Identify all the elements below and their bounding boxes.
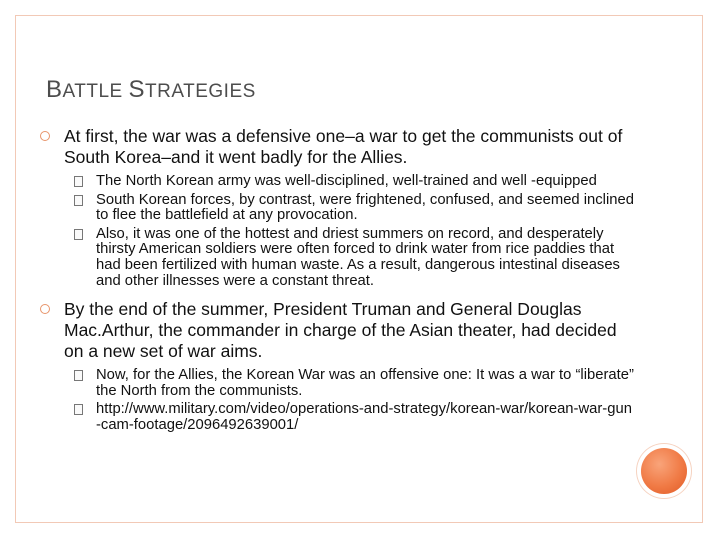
- decorative-orb: [641, 448, 687, 494]
- bullet-2: [36, 299, 636, 362]
- sub-bullet-2-1-text: Now, for the Allies, the Korean War was an offensive one: It was a war to “liberate” the North from the communists.: [96, 367, 634, 399]
- sub-bullet-1-2: [36, 193, 636, 224]
- square-bullet-icon: [74, 176, 83, 187]
- bullet-1-subitems: [36, 174, 636, 289]
- square-bullet-icon: [74, 404, 83, 415]
- sub-bullet-2-1: [36, 368, 636, 399]
- sub-bullet-1-1-text: The North Korean army was well-disciplined, well-trained and well -equipped: [96, 173, 597, 189]
- title-cap-2: S: [128, 76, 146, 103]
- sub-bullet-1-3: [36, 227, 636, 289]
- title-rest-1: ATTLE: [62, 81, 129, 102]
- circle-bullet-icon: [40, 131, 50, 141]
- bullet-2-subitems: [36, 368, 636, 433]
- slide-title: [46, 76, 256, 104]
- bullet-2-text: By the end of the summer, President Truman and General Douglas Mac.Arthur, the commander in charge of the Asian theater, had decided on a new set of war aims.: [64, 299, 617, 362]
- sub-bullet-1-2-text: South Korean forces, by contrast, were frightened, confused, and seemed inclined to flee the battlefield at any provocation.: [96, 191, 634, 224]
- square-bullet-icon: [74, 229, 83, 240]
- circle-bullet-icon: [40, 304, 50, 314]
- slide-content: [36, 126, 636, 444]
- sub-bullet-2-2[interactable]: [36, 402, 636, 433]
- sub-bullet-1-3-text: Also, it was one of the hottest and driest summers on record, and desperately thirsty American soldiers were often forced to drink water from rice paddies that had been fertilized with human waste. As a result, dangerous intestinal diseases and other illnesses were a constant threat.: [96, 225, 620, 289]
- square-bullet-icon: [74, 195, 83, 206]
- video-link[interactable]: http://www.military.com/video/operations-and-strategy/korean-war/korean-war-gun-cam-footage/2096492639001/: [96, 401, 632, 433]
- bullet-1-text: At first, the war was a defensive one–a war to get the communists out of South Korea–and it went badly for the Allies.: [64, 126, 623, 167]
- square-bullet-icon: [74, 370, 83, 381]
- bullet-1: [36, 126, 636, 168]
- title-cap-1: B: [46, 76, 63, 103]
- title-rest-2: TRATEGIES: [145, 81, 256, 102]
- sub-bullet-1-1: [36, 174, 636, 190]
